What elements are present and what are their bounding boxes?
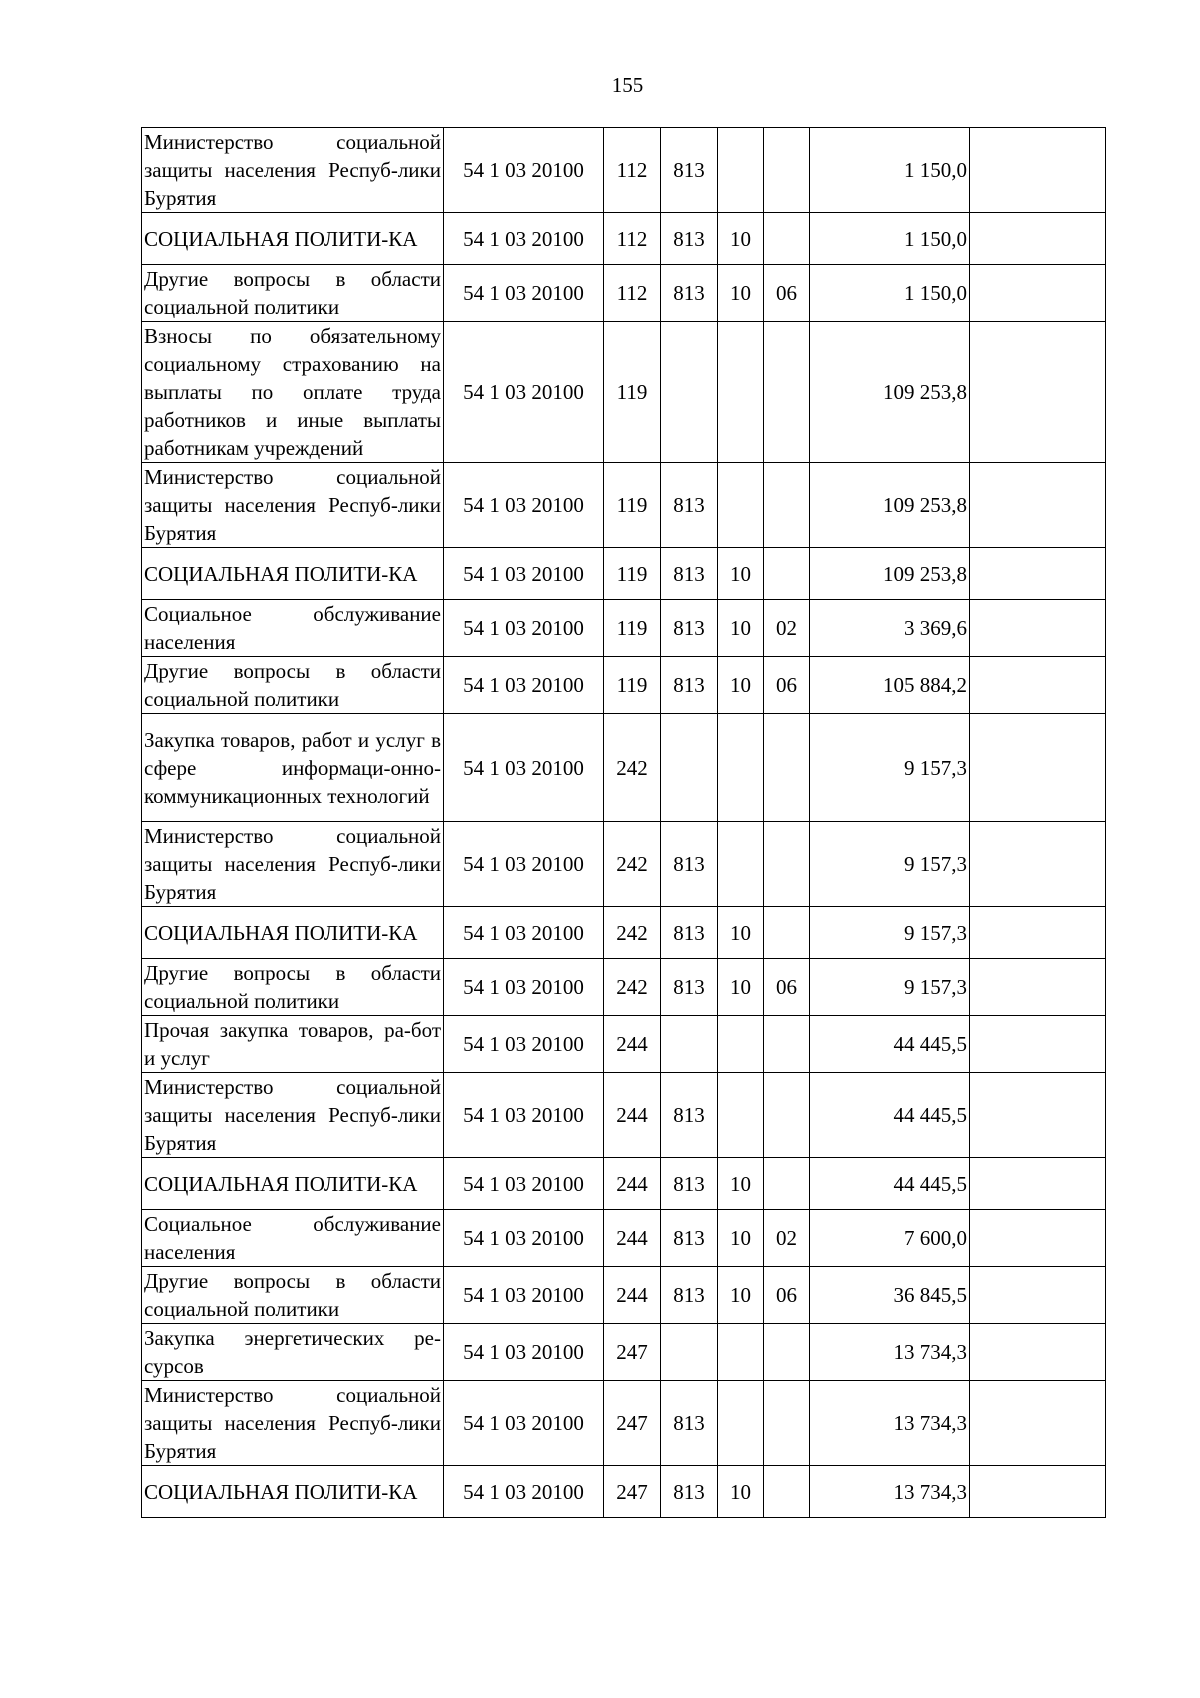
amount-cell: 9 157,3 — [810, 714, 970, 822]
expense-type-cell: 244 — [604, 1016, 661, 1073]
table-row — [142, 714, 1106, 822]
subsection-code-cell — [764, 548, 810, 600]
grbs-code-cell: 813 — [661, 1073, 718, 1158]
extra-cell — [970, 322, 1106, 463]
grbs-code-cell: 813 — [661, 600, 718, 657]
section-code-cell: 10 — [718, 1210, 764, 1267]
row-name-cell: Министерство социальной защиты населения Респуб-лики Бурятия — [142, 822, 444, 907]
row-name-cell: Другие вопросы в области социальной политики — [142, 1267, 444, 1324]
budget-table — [141, 127, 1106, 1518]
expense-type-cell: 119 — [604, 657, 661, 714]
amount-cell: 1 150,0 — [810, 213, 970, 265]
expense-type-cell: 244 — [604, 1073, 661, 1158]
target-article-code-cell: 54 1 03 20100 — [444, 1267, 604, 1324]
grbs-code-cell: 813 — [661, 1267, 718, 1324]
grbs-code-cell: 813 — [661, 1381, 718, 1466]
expense-type-cell: 119 — [604, 600, 661, 657]
amount-cell: 1 150,0 — [810, 265, 970, 322]
extra-cell — [970, 128, 1106, 213]
section-code-cell: 10 — [718, 265, 764, 322]
target-article-code-cell: 54 1 03 20100 — [444, 463, 604, 548]
grbs-code-cell: 813 — [661, 822, 718, 907]
page-number: 155 — [611, 73, 644, 97]
amount-cell: 105 884,2 — [810, 657, 970, 714]
extra-cell — [970, 265, 1106, 322]
table-body — [142, 128, 1106, 1518]
table-row — [142, 1210, 1106, 1267]
grbs-code-cell: 813 — [661, 959, 718, 1016]
extra-cell — [970, 600, 1106, 657]
amount-cell: 1 150,0 — [810, 128, 970, 213]
target-article-code-cell: 54 1 03 20100 — [444, 959, 604, 1016]
row-name-cell: Социальное обслуживание населения — [142, 1210, 444, 1267]
expense-type-cell: 242 — [604, 907, 661, 959]
target-article-code-cell: 54 1 03 20100 — [444, 265, 604, 322]
extra-cell — [970, 548, 1106, 600]
amount-cell: 109 253,8 — [810, 548, 970, 600]
target-article-code-cell: 54 1 03 20100 — [444, 548, 604, 600]
expense-type-cell: 247 — [604, 1381, 661, 1466]
subsection-code-cell: 06 — [764, 959, 810, 1016]
extra-cell — [970, 822, 1106, 907]
expense-type-cell: 242 — [604, 714, 661, 822]
grbs-code-cell: 813 — [661, 1158, 718, 1210]
table-row — [142, 548, 1106, 600]
extra-cell — [970, 1267, 1106, 1324]
expense-type-cell: 244 — [604, 1210, 661, 1267]
section-code-cell — [718, 1324, 764, 1381]
subsection-code-cell — [764, 1073, 810, 1158]
section-code-cell — [718, 1073, 764, 1158]
subsection-code-cell: 02 — [764, 600, 810, 657]
grbs-code-cell: 813 — [661, 128, 718, 213]
grbs-code-cell: 813 — [661, 1466, 718, 1518]
target-article-code-cell: 54 1 03 20100 — [444, 1210, 604, 1267]
expense-type-cell: 119 — [604, 548, 661, 600]
subsection-code-cell: 06 — [764, 1267, 810, 1324]
subsection-code-cell: 06 — [764, 265, 810, 322]
section-code-cell: 10 — [718, 548, 764, 600]
amount-cell: 9 157,3 — [810, 959, 970, 1016]
amount-cell: 13 734,3 — [810, 1466, 970, 1518]
subsection-code-cell — [764, 1016, 810, 1073]
row-name-cell: Другие вопросы в области социальной политики — [142, 657, 444, 714]
extra-cell — [970, 213, 1106, 265]
amount-cell: 36 845,5 — [810, 1267, 970, 1324]
extra-cell — [970, 1016, 1106, 1073]
amount-cell: 13 734,3 — [810, 1381, 970, 1466]
amount-cell: 109 253,8 — [810, 463, 970, 548]
section-code-cell: 10 — [718, 1267, 764, 1324]
expense-type-cell: 119 — [604, 463, 661, 548]
table-row — [142, 213, 1106, 265]
grbs-code-cell — [661, 322, 718, 463]
extra-cell — [970, 657, 1106, 714]
section-code-cell: 10 — [718, 657, 764, 714]
target-article-code-cell: 54 1 03 20100 — [444, 1158, 604, 1210]
table-row — [142, 265, 1106, 322]
table-row — [142, 322, 1106, 463]
target-article-code-cell: 54 1 03 20100 — [444, 1073, 604, 1158]
grbs-code-cell: 813 — [661, 548, 718, 600]
table-row — [142, 1381, 1106, 1466]
row-name-cell: Другие вопросы в области социальной политики — [142, 959, 444, 1016]
target-article-code-cell: 54 1 03 20100 — [444, 1016, 604, 1073]
subsection-code-cell — [764, 213, 810, 265]
section-code-cell: 10 — [718, 907, 764, 959]
subsection-code-cell — [764, 322, 810, 463]
row-name-cell: Взносы по обязательному социальному страхованию на выплаты по оплате труда работников и иные выплаты работникам учреждений — [142, 322, 444, 463]
grbs-code-cell — [661, 714, 718, 822]
section-code-cell: 10 — [718, 600, 764, 657]
subsection-code-cell: 06 — [764, 657, 810, 714]
target-article-code-cell: 54 1 03 20100 — [444, 657, 604, 714]
row-name-cell: Министерство социальной защиты населения Респуб-лики Бурятия — [142, 463, 444, 548]
row-name-cell: СОЦИАЛЬНАЯ ПОЛИТИ-КА — [142, 907, 444, 959]
target-article-code-cell: 54 1 03 20100 — [444, 714, 604, 822]
table-row — [142, 1324, 1106, 1381]
table-row — [142, 822, 1106, 907]
row-name-cell: Прочая закупка товаров, ра-бот и услуг — [142, 1016, 444, 1073]
expense-type-cell: 244 — [604, 1267, 661, 1324]
extra-cell — [970, 463, 1106, 548]
row-name-cell: Министерство социальной защиты населения Респуб-лики Бурятия — [142, 1073, 444, 1158]
extra-cell — [970, 1381, 1106, 1466]
row-name-cell: Министерство социальной защиты населения Респуб-лики Бурятия — [142, 1381, 444, 1466]
grbs-code-cell — [661, 1016, 718, 1073]
extra-cell — [970, 1073, 1106, 1158]
expense-type-cell: 242 — [604, 822, 661, 907]
table-row — [142, 907, 1106, 959]
section-code-cell — [718, 128, 764, 213]
table-row — [142, 128, 1106, 213]
row-name-cell: Социальное обслуживание населения — [142, 600, 444, 657]
expense-type-cell: 247 — [604, 1466, 661, 1518]
section-code-cell: 10 — [718, 213, 764, 265]
subsection-code-cell — [764, 1466, 810, 1518]
extra-cell — [970, 1210, 1106, 1267]
expense-type-cell: 244 — [604, 1158, 661, 1210]
row-name-cell: СОЦИАЛЬНАЯ ПОЛИТИ-КА — [142, 213, 444, 265]
section-code-cell — [718, 714, 764, 822]
table-row — [142, 600, 1106, 657]
target-article-code-cell: 54 1 03 20100 — [444, 213, 604, 265]
section-code-cell: 10 — [718, 1158, 764, 1210]
section-code-cell — [718, 1381, 764, 1466]
expense-type-cell: 112 — [604, 128, 661, 213]
amount-cell: 13 734,3 — [810, 1324, 970, 1381]
table-row — [142, 463, 1106, 548]
subsection-code-cell — [764, 1158, 810, 1210]
subsection-code-cell — [764, 128, 810, 213]
subsection-code-cell — [764, 1324, 810, 1381]
table-row — [142, 1267, 1106, 1324]
target-article-code-cell: 54 1 03 20100 — [444, 907, 604, 959]
section-code-cell — [718, 822, 764, 907]
grbs-code-cell: 813 — [661, 213, 718, 265]
grbs-code-cell: 813 — [661, 1210, 718, 1267]
grbs-code-cell: 813 — [661, 463, 718, 548]
expense-type-cell: 119 — [604, 322, 661, 463]
target-article-code-cell: 54 1 03 20100 — [444, 1381, 604, 1466]
table-row — [142, 657, 1106, 714]
subsection-code-cell — [764, 714, 810, 822]
target-article-code-cell: 54 1 03 20100 — [444, 600, 604, 657]
grbs-code-cell — [661, 1324, 718, 1381]
subsection-code-cell — [764, 463, 810, 548]
expense-type-cell: 242 — [604, 959, 661, 1016]
table-row — [142, 1158, 1106, 1210]
subsection-code-cell — [764, 822, 810, 907]
section-code-cell — [718, 322, 764, 463]
section-code-cell: 10 — [718, 959, 764, 1016]
section-code-cell: 10 — [718, 1466, 764, 1518]
extra-cell — [970, 1466, 1106, 1518]
row-name-cell: СОЦИАЛЬНАЯ ПОЛИТИ-КА — [142, 1466, 444, 1518]
extra-cell — [970, 1158, 1106, 1210]
expense-type-cell: 247 — [604, 1324, 661, 1381]
row-name-cell: СОЦИАЛЬНАЯ ПОЛИТИ-КА — [142, 1158, 444, 1210]
amount-cell: 7 600,0 — [810, 1210, 970, 1267]
target-article-code-cell: 54 1 03 20100 — [444, 1324, 604, 1381]
target-article-code-cell: 54 1 03 20100 — [444, 1466, 604, 1518]
section-code-cell — [718, 1016, 764, 1073]
target-article-code-cell: 54 1 03 20100 — [444, 128, 604, 213]
table-row — [142, 1466, 1106, 1518]
amount-cell: 44 445,5 — [810, 1158, 970, 1210]
amount-cell: 9 157,3 — [810, 822, 970, 907]
grbs-code-cell: 813 — [661, 907, 718, 959]
table-row — [142, 1016, 1106, 1073]
extra-cell — [970, 714, 1106, 822]
target-article-code-cell: 54 1 03 20100 — [444, 822, 604, 907]
amount-cell: 109 253,8 — [810, 322, 970, 463]
subsection-code-cell — [764, 907, 810, 959]
target-article-code-cell: 54 1 03 20100 — [444, 322, 604, 463]
row-name-cell: СОЦИАЛЬНАЯ ПОЛИТИ-КА — [142, 548, 444, 600]
amount-cell: 9 157,3 — [810, 907, 970, 959]
amount-cell: 44 445,5 — [810, 1073, 970, 1158]
table-row — [142, 1073, 1106, 1158]
row-name-cell: Министерство социальной защиты населения Респуб-лики Бурятия — [142, 128, 444, 213]
extra-cell — [970, 907, 1106, 959]
grbs-code-cell: 813 — [661, 265, 718, 322]
row-name-cell: Закупка товаров, работ и услуг в сфере информаци-онно-коммуникационных технологий — [142, 714, 444, 822]
amount-cell: 3 369,6 — [810, 600, 970, 657]
subsection-code-cell — [764, 1381, 810, 1466]
row-name-cell: Закупка энергетических ре-сурсов — [142, 1324, 444, 1381]
table-row — [142, 959, 1106, 1016]
extra-cell — [970, 959, 1106, 1016]
row-name-cell: Другие вопросы в области социальной политики — [142, 265, 444, 322]
grbs-code-cell: 813 — [661, 657, 718, 714]
subsection-code-cell: 02 — [764, 1210, 810, 1267]
section-code-cell — [718, 463, 764, 548]
expense-type-cell: 112 — [604, 213, 661, 265]
extra-cell — [970, 1324, 1106, 1381]
expense-type-cell: 112 — [604, 265, 661, 322]
amount-cell: 44 445,5 — [810, 1016, 970, 1073]
